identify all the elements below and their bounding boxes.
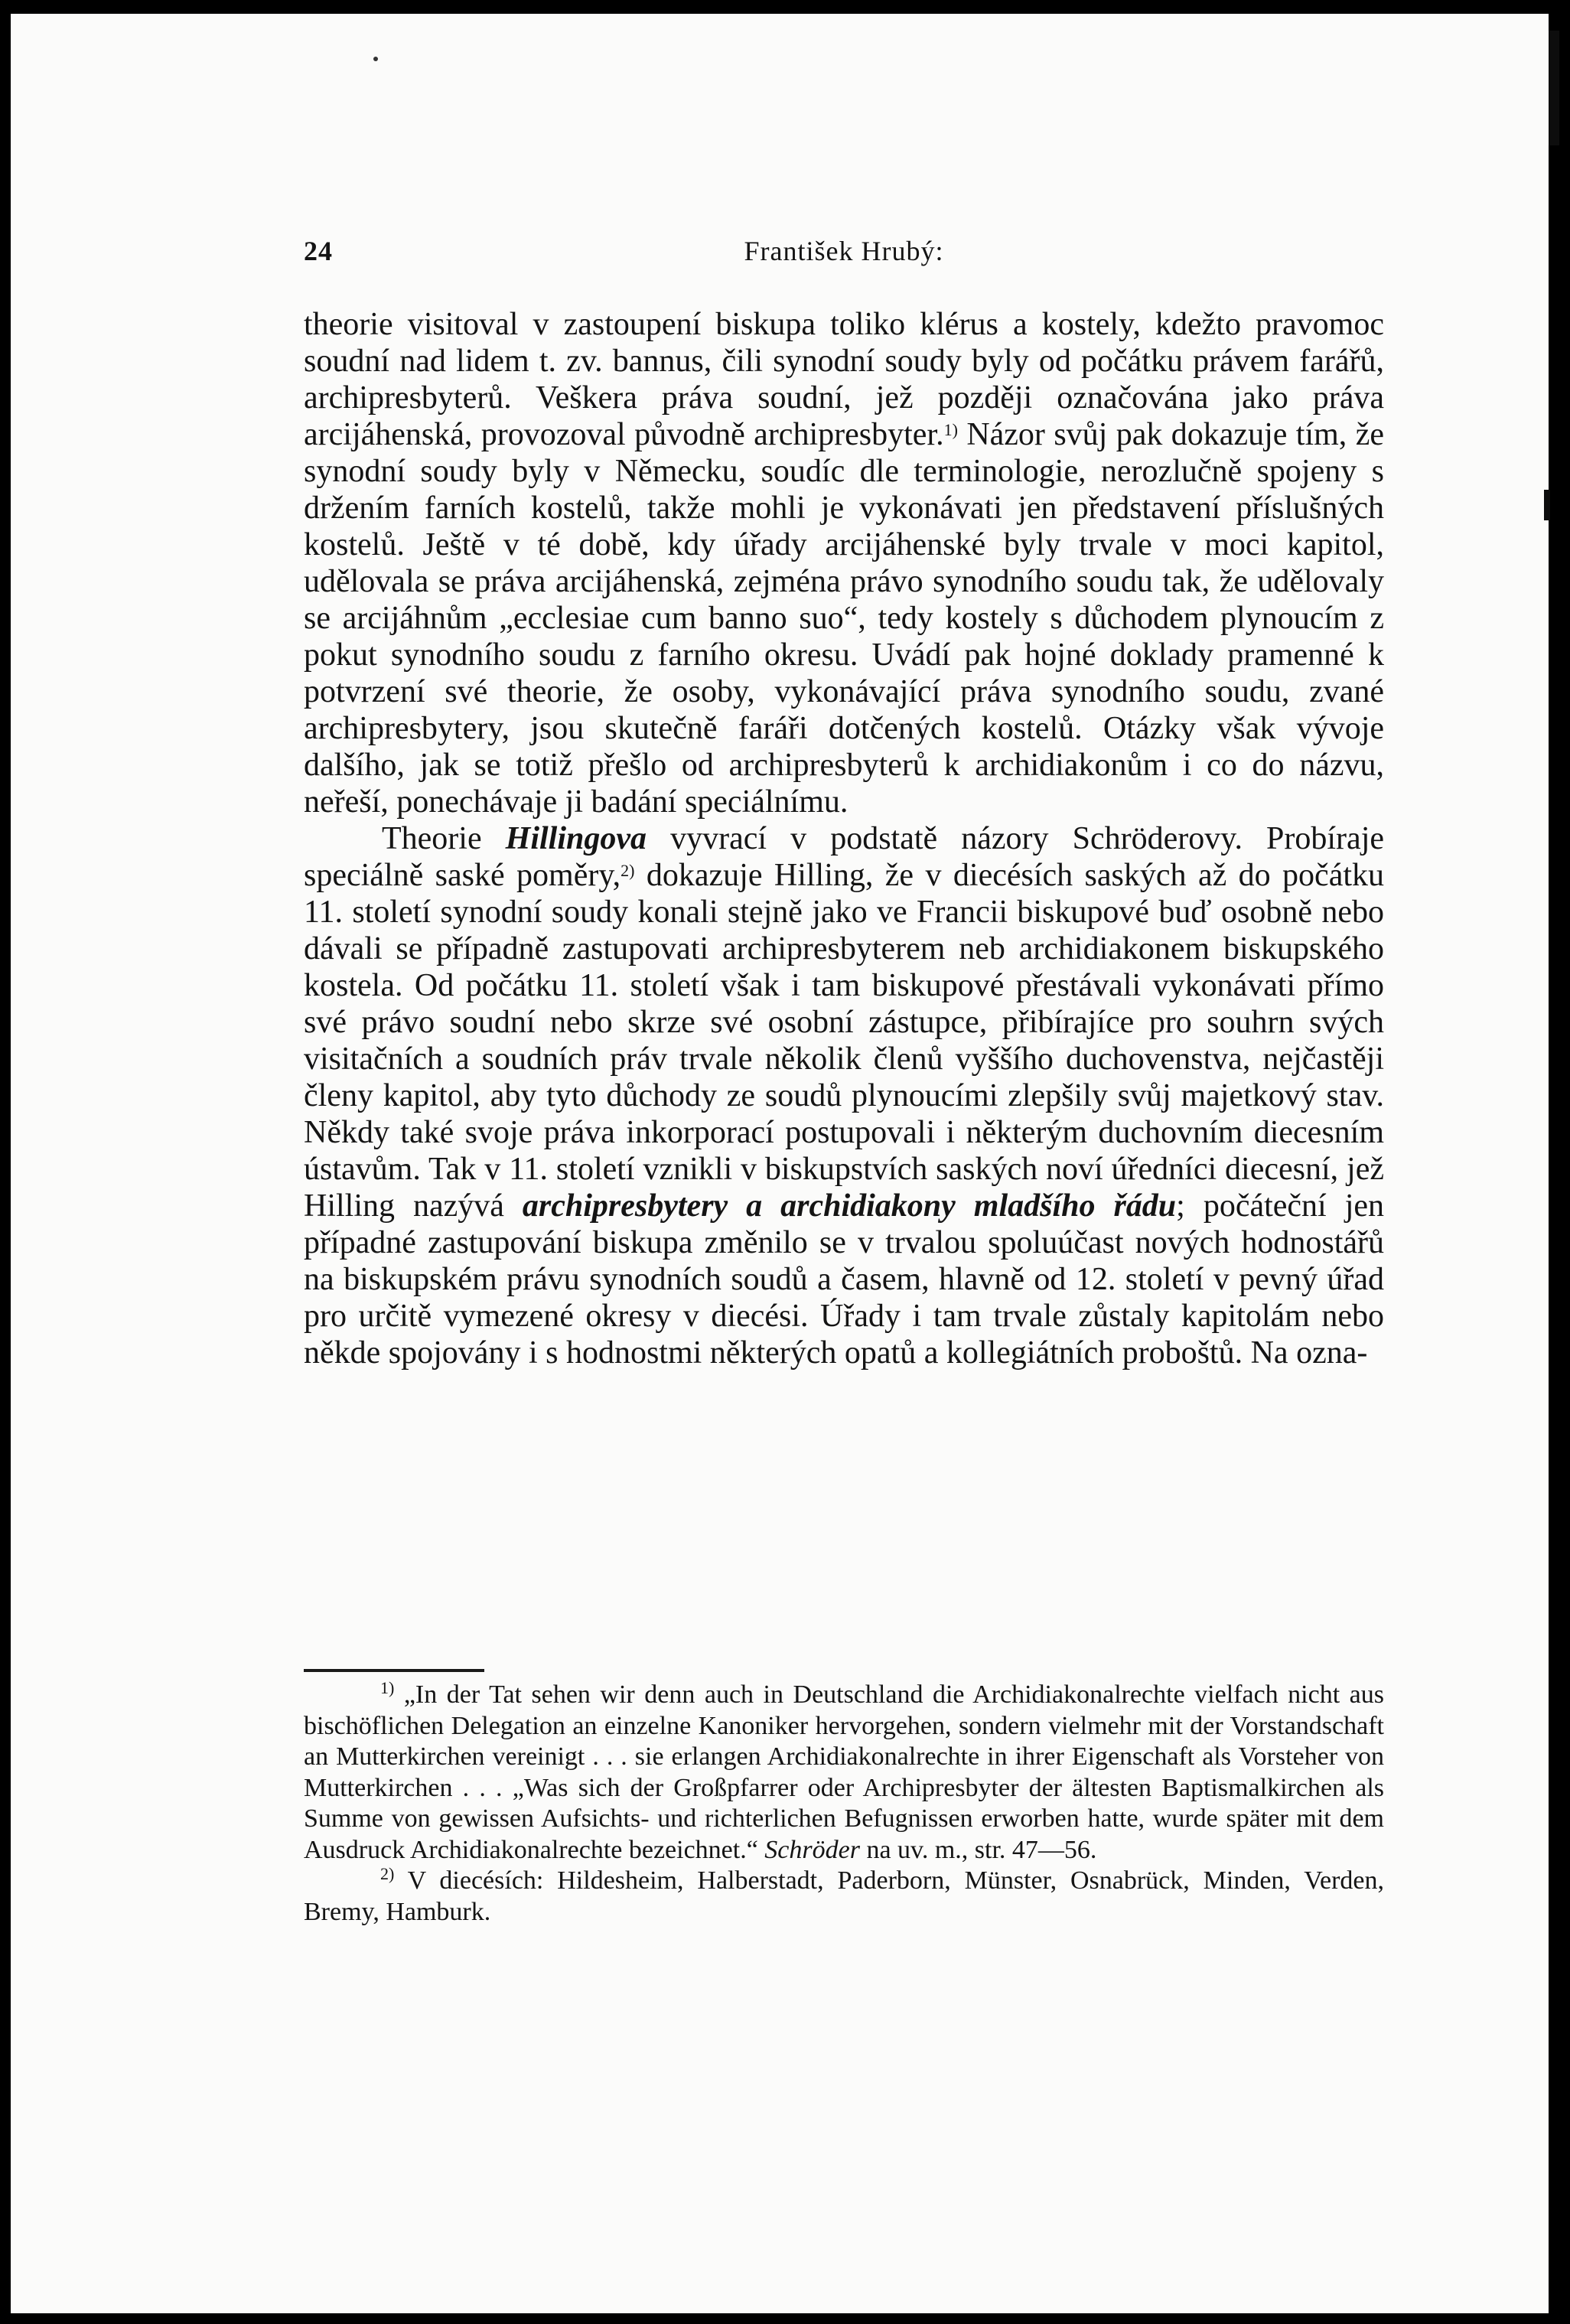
footnote-ref: 2) — [621, 861, 635, 880]
running-head: František Hrubý: — [744, 236, 944, 266]
italic-text: Hillingova — [505, 821, 647, 856]
paragraph-2 — [304, 820, 1384, 1371]
text-run: „In der Tat sehen wir denn auch in Deutschland die Archidiakonalrechte vielfach nicht aus bischöflichen Delegation an einzelne Kanoniker hervorgehen, sondern vielmehr mit der Vorstandschaft an Mutterkirchen vereinigt . . . sie erlangen Archidiakonalrechte in ihrer Eigenschaft als Vorsteher von Mutterkirchen . . . „Was sich der Großpfarrer oder Archipresbyter der ältesten Baptismalkirchen als Summe von gewissen Aufsichts- und richterlichen Befugnissen erworben hatte, wurde später mit dem Ausdruck Archidiakonalrechte bezeichnet.“ — [304, 1680, 1384, 1864]
footnote-ref: 2) — [380, 1864, 395, 1883]
footnote-1 — [304, 1680, 1384, 1866]
footnotes — [304, 1680, 1384, 1928]
text-run: ; počáteční jen případné zastupování biskupa změnilo se v trvalou spoluúčast nových hodnostářů na biskupském právu synodních soudů a časem, hlavně od 12. století v pevný úřad pro určitě vymezené okresy v diecési. Úřady i tam trvale zůstaly kapitolám nebo někde spojovány i s hodnostmi některých opatů a kollegiátních proboštů. Na ozna- — [304, 1188, 1385, 1371]
text-run: V diecésích: Hildesheim, Halberstadt, Paderborn, Münster, Osnabrück, Minden, Verden, Bremy, Hamburk. — [304, 1866, 1384, 1926]
footnote-separator — [304, 1669, 484, 1672]
body-text — [304, 306, 1384, 1371]
scan-speck — [373, 57, 378, 61]
italic-text: Schröder — [764, 1835, 860, 1864]
text-run: vyvrací v podstatě názory Schröderovy. Probíraje speciálně saské poměry, — [304, 821, 1384, 893]
text-run: na uv. m., str. 47—56. — [859, 1835, 1097, 1864]
text-run: theorie visitoval v zastoupení biskupa toliko klérus a kostely, kdežto pravomoc soudní nad lidem t. zv. bannus, čili synodní soudy byly od počátku právem farářů, archipresbyterů. Veškera práva soudní, jež později označována jako práva arcijáhenská, provozoval původně archipresbyter. — [304, 307, 1384, 452]
footnote-ref: 1) — [943, 420, 958, 439]
page-number: 24 — [304, 236, 333, 266]
footnote-2 — [304, 1866, 1384, 1928]
paragraph-1 — [304, 306, 1384, 820]
scan-edge-mark — [1549, 31, 1559, 145]
text-run: dokazuje Hilling, že v diecésích saských až do počátku 11. století synodní soudy konali stejně jako ve Francii biskupové buď osobně nebo dávali se případně zastupovati archipresbyterem neb archidiakonem biskupského kostela. Od počátku 11. století však i tam biskupové přestávali vykonávati přímo své právo soudní nebo skrze své osobní zástupce, přibírajíce pro souhrn svých visitačních a soudních práv trvale několik členů vyššího duchovenstva, nejčastěji členy kapitol, aby tyto důchody ze soudů plynoucími zlepšily svůj majetkový stav. Někdy také svoje práva inkorporací postupovali i některým duchovním diecesním ústavům. Tak v 11. století vznikli v biskupstvích saských noví úředníci diecesní, jež Hilling nazývá — [304, 858, 1385, 1224]
footnote-ref: 1) — [380, 1678, 395, 1697]
scan-edge-mark — [1544, 490, 1550, 520]
italic-text: archipresbytery a archidiakony mladšího řádu — [522, 1188, 1177, 1224]
page-header — [304, 235, 1384, 273]
text-run: Názor svůj pak dokazuje tím, že synodní soudy byly v Německu, soudíc dle terminologie, nerozlučně spojeny s držením farních kostelů, takže mohli je vykonávati jen představení příslušných kostelů. Ještě v té době, kdy úřady arcijáhenské byly trvale v moci kapitol, udělovala se práva arcijáhenská, zejména právo synodního soudu tak, že udělovaly se arcijáhnům „ecclesiae cum banno suo“, tedy kostely s důchodem plynoucím z pokut synodního soudu z farního okresu. Uvádí pak hojné doklady pramenné k potvrzení své theorie, že osoby, vykonávající práva synodního soudu, zvané archipresbytery, jsou skutečně faráři dotčených kostelů. Otázky však vývoje dalšího, jak se totiž přešlo od archipresbyterů k archidiakonům i co do názvu, neřeší, ponechávaje ji badání speciálnímu. — [304, 417, 1384, 820]
text-run: Theorie — [382, 821, 506, 856]
